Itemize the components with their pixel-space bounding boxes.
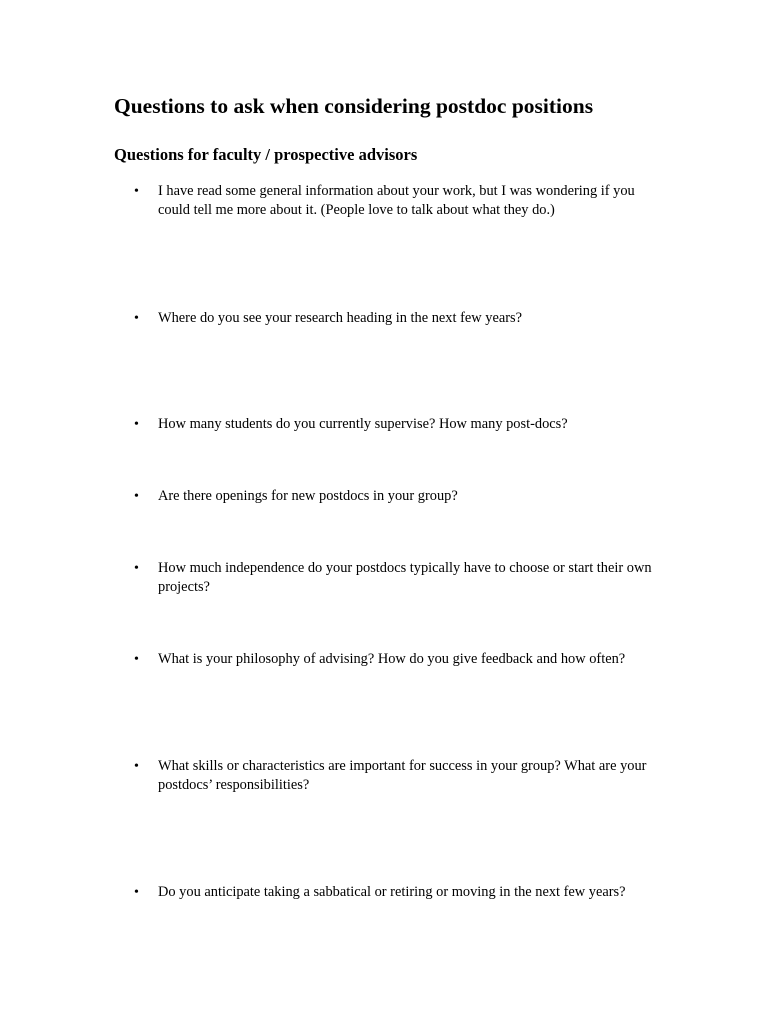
question-text: Are there openings for new postdocs in your group? xyxy=(158,488,458,504)
bullet-icon: • xyxy=(134,652,139,667)
bullet-icon: • xyxy=(134,561,139,576)
question-text: What skills or characteristics are important for success in your group? What are your postdocs’ responsibilities? xyxy=(158,758,647,793)
section-heading: Questions for faculty / prospective advisors xyxy=(114,145,418,164)
question-text: What is your philosophy of advising? How do you give feedback and how often? xyxy=(158,651,626,667)
question-text: Where do you see your research heading in the next few years? xyxy=(158,310,523,326)
bullet-icon: • xyxy=(134,417,139,432)
question-text: How many students do you currently supervise? How many post-docs? xyxy=(158,416,568,432)
bullet-icon: • xyxy=(134,489,139,504)
bullet-icon: • xyxy=(134,759,139,774)
document-title: Questions to ask when considering postdoc positions xyxy=(114,94,594,118)
bullet-icon: • xyxy=(134,184,139,199)
bullet-icon: • xyxy=(134,311,139,326)
question-text: Do you anticipate taking a sabbatical or retiring or moving in the next few years? xyxy=(158,884,626,900)
question-text: How much independence do your postdocs typically have to choose or start their own projects? xyxy=(158,560,652,595)
question-text: I have read some general information about your work, but I was wondering if you could tell me more about it. (People love to talk about what they do.) xyxy=(158,183,635,218)
bullet-icon: • xyxy=(134,885,139,900)
